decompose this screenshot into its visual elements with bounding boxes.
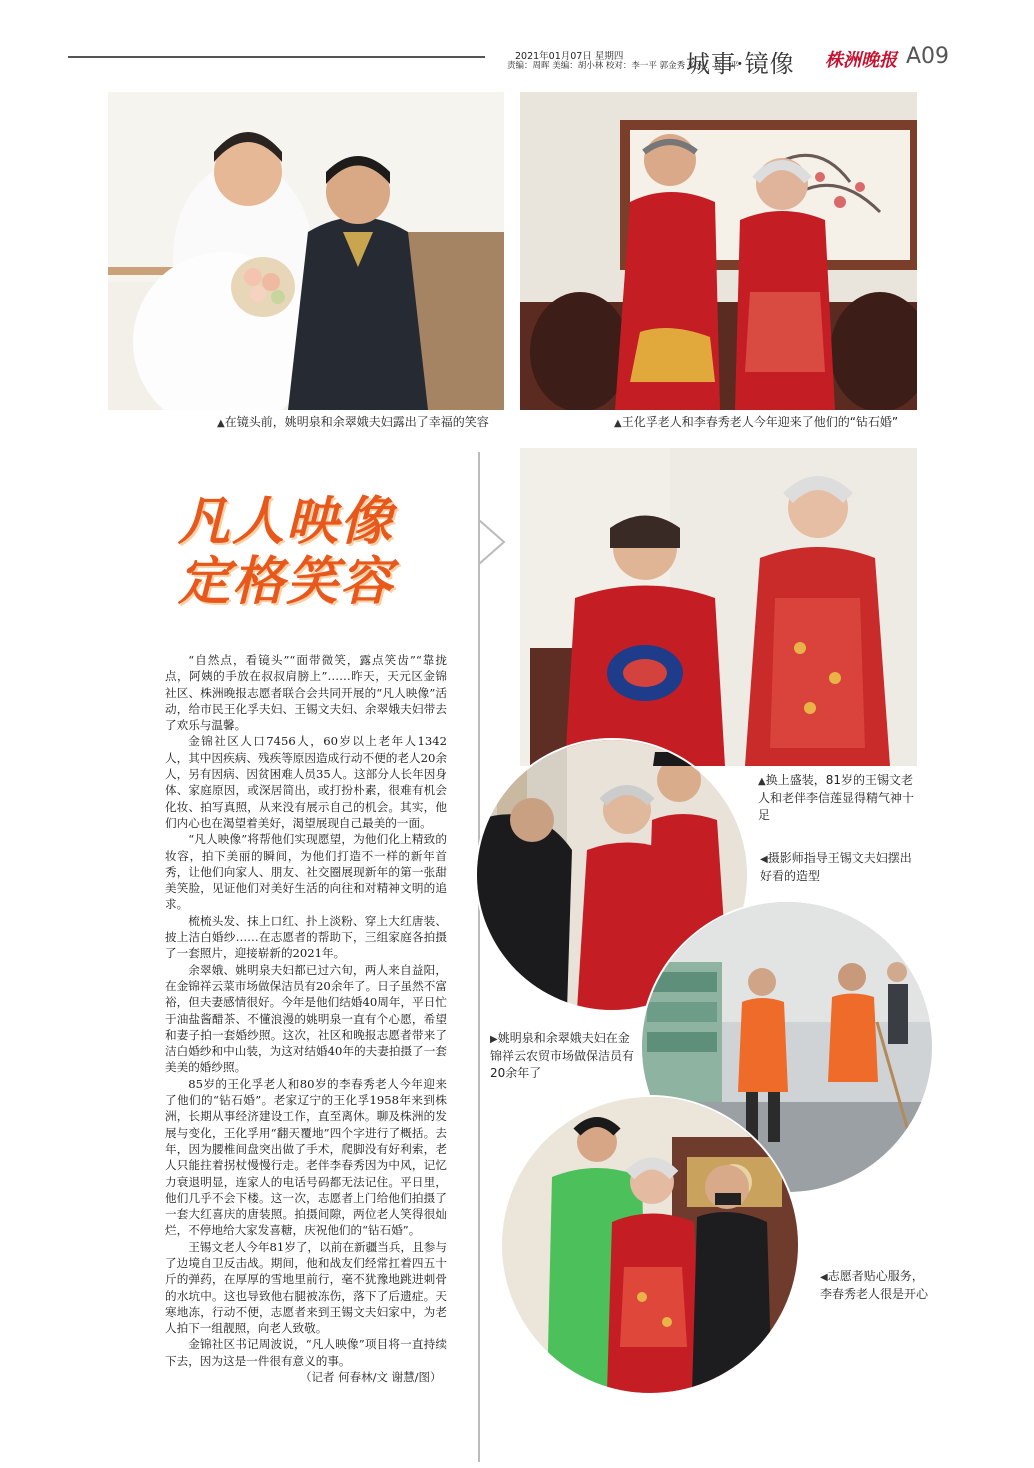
byline: （记者 何春林/文 谢慧/图） [300, 1370, 442, 1384]
triangle-up-icon: ▲ [758, 776, 766, 787]
caption-photo2: ▲王化孚老人和李春秀老人今年迎来了他们的“钻石婚” [614, 415, 899, 429]
masthead-logo: 株洲晚报 [825, 50, 897, 71]
section-title: 城事·镜像 [686, 50, 795, 78]
article-paragraph: 王锡文老人今年81岁了，以前在新疆当兵，且参与了边境自卫反击战。期间，他和战友们经常扛着四五十斤的弹药，在厚厚的雪地里前行，毫不犹豫地跳进刺骨的水坑中。这也导致他右腿被冻伤，落下了后遗症。天寒地冻，行动不便，志愿者来到王锡文夫妇家中，为老人拍下一组靓照，向老人致敬。 [165, 1239, 447, 1336]
caption-photo5: ▶姚明泉和余翠娥夫妇在金锦祥云农贸市场做保洁员有20余年了 [490, 1031, 635, 1080]
editors-line: 责编：周晖 美编：胡小林 校对：李一平 郭金秀 校对：袁一平 [507, 61, 739, 71]
headline [178, 492, 446, 612]
column-divider [478, 452, 480, 1462]
triangle-up-icon: ▲ [614, 418, 622, 429]
article-paragraph: 金锦社区人口7456人，60岁以上老年人1342人，其中因疾病、残疾等原因造成行动不便的老人20余人，另有因病、因贫困难人员35人。这部分人长年因身体、家庭原因，或深居简出，或打扮朴素，很难有机会化妆、拍写真照，从来没有展示自己的机会。其实，他们内心也在渴望着美好，渴望展现自己最美的一面。 [165, 734, 447, 830]
header-rule [68, 56, 485, 58]
triangle-up-icon: ▲ [217, 418, 225, 429]
caption-photo3: ▲换上盛装，81岁的王锡文老人和老伴李信莲显得精气神十足 [758, 773, 915, 822]
article-paragraph: 金锦社区书记周波说，“凡人映像”项目将一直持续下去，因为这是一件很有意义的事。 [165, 1337, 447, 1368]
triangle-left-icon: ◀ [820, 1272, 828, 1283]
photo-wedding-couple [108, 92, 504, 410]
photo-volunteers-service [500, 1095, 800, 1395]
page-number: A09 [906, 44, 950, 69]
caption-photo6: ◀志愿者贴心服务，李春秀老人很是开心 [820, 1269, 929, 1301]
article-paragraph: 余翠娥、姚明泉夫妇都已过六旬，两人来自益阳，在金锦祥云菜市场做保洁员有20余年了。日子虽然不富裕，但夫妻感情很好。今年是他们结婚40周年，平日忙于油盐酱醋茶、不懂浪漫的姚明泉一直有个心愿，希望和妻子拍一套婚纱照。这次，社区和晚报志愿者带来了洁白婚纱和中山装，为这对结婚40年的夫妻拍摄了一套美美的婚纱照。 [165, 962, 447, 1075]
article-paragraph: 85岁的王化孚老人和80岁的李春秀老人今年迎来了他们的“钻石婚”。老家辽宁的王化孚1958年来到株洲，长期从事经济建设工作，直至离休。聊及株洲的发展与变化，王化孚用“翻天覆地”四个字进行了概括。去年，因为腰椎间盘突出做了手术，爬脚没有好利索，老人只能拄着拐杖慢慢行走。老伴李春秀因为中风，记忆力衰退明显，连家人的电话号码都无法记住。平日里，他们几乎不会下楼。这一次，志愿者上门给他们拍摄了一套大红喜庆的唐装照。拍摄间隙，两位老人笑得很灿烂，不停地给大家发喜糖，庆祝他们的“钻石婚”。 [165, 1076, 447, 1238]
article-paragraph: “凡人映像”将帮他们实现愿望，为他们化上精致的妆容，拍下美丽的瞬间，为他们打造不一样的新年首秀，让他们向家人、朋友、社交圈展现新年的第一张甜美笑脸，见证他们对美好生活的向往和对精神文明的追求。 [165, 832, 447, 912]
triangle-left-icon: ◀ [760, 854, 768, 865]
date-line: 2021年01月07日 星期四 [515, 51, 624, 62]
article-paragraph: 梳梳头发、抹上口红、扑上淡粉、穿上大红唐装、披上洁白婚纱……在志愿者的帮助下，三组家庭各拍摄了一套照片，迎接崭新的2021年。 [165, 913, 447, 961]
article-paragraph: “自然点，看镜头”“面带微笑，露点笑齿”“靠拢点，阿姨的手放在叔叔肩膀上”……昨天，天元区金锦社区、株洲晚报志愿者联合会共同开展的“凡人映像”活动，给市民王化孚夫妇、王锡文夫妇、余翠娥夫妇带去了欢乐与温馨。 [165, 653, 447, 733]
divider-zigzag [470, 500, 510, 590]
photo-wang-xiwen-couple [520, 448, 917, 766]
headline-line2: 定格笑容 [178, 551, 395, 612]
caption-photo4: ◀摄影师指导王锡文夫妇摆出好看的造型 [760, 851, 912, 883]
caption-photo1: ▲在镜头前，姚明泉和余翠娥夫妇露出了幸福的笑容 [217, 415, 489, 429]
triangle-right-icon: ▶ [490, 1034, 498, 1045]
photo-diamond-anniversary [520, 92, 917, 410]
article-body [165, 652, 447, 1369]
headline-line1: 凡人映像 [178, 491, 395, 552]
